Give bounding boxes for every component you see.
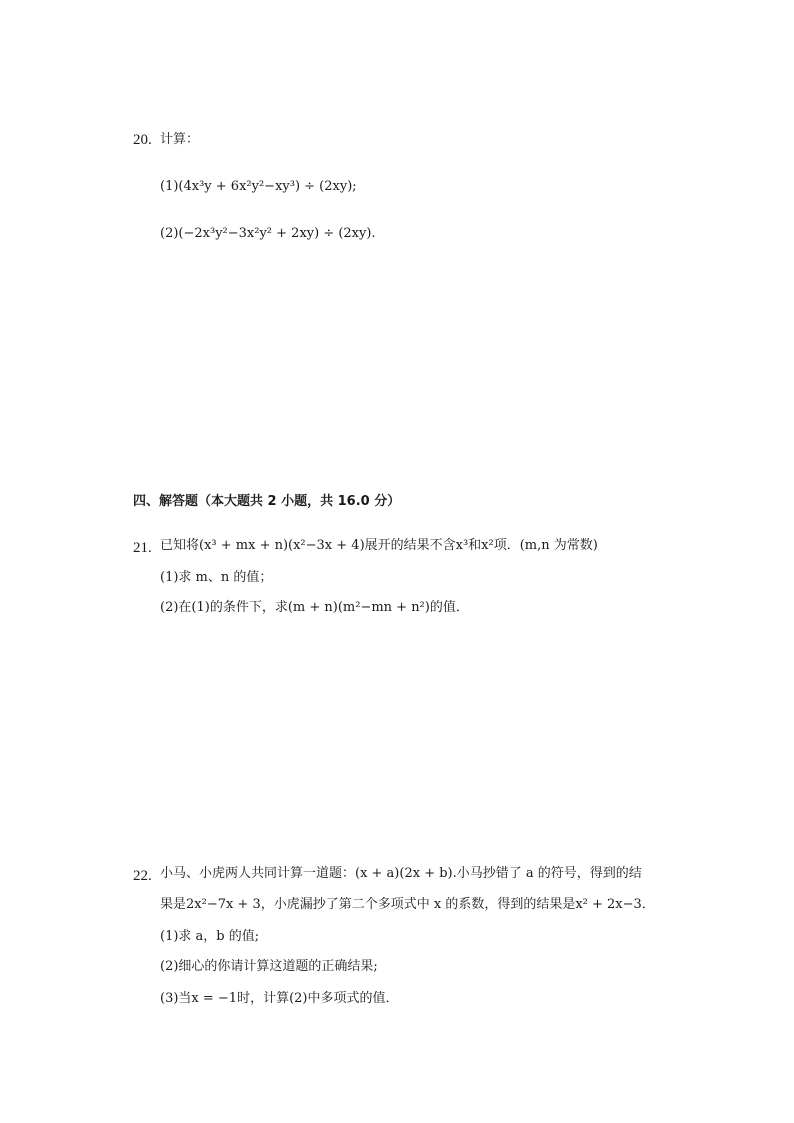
question-20-title: 计算： — [160, 132, 200, 147]
question-22-part-2: (2)细心的你请计算这道题的正确结果; — [160, 959, 378, 974]
question-22-part-3: (3)当x = −1时，计算(2)中多项式的值． — [160, 991, 399, 1006]
question-21-part-2: (2)在(1)的条件下，求(m + n)(m²−mn + n²)的值． — [160, 600, 469, 615]
question-21-part-1: (1)求 m、n 的值； — [160, 570, 273, 585]
section-4-title: 四、解答题（本大题共 2 小题，共 16.0 分） — [133, 494, 401, 509]
question-20-part-1: (1)(4x³y + 6x²y²−xy³) ÷ (2xy); — [160, 179, 357, 194]
question-22-number: 22. — [133, 868, 152, 884]
question-21-number: 21. — [133, 540, 152, 556]
question-22-stem-line-1: 小马、小虎两人共同计算一道题：(x + a)(2x + b).小马抄错了 a 的符号，得到的结 — [160, 866, 642, 881]
question-20-part-2: (2)(−2x³y²−3x²y² + 2xy) ÷ (2xy). — [160, 226, 376, 241]
question-21-stem: 已知将(x³ + mx + n)(x²−3x + 4)展开的结果不含x³和x²项．(m,n 为常数) — [160, 538, 598, 553]
question-22-stem-line-2: 果是2x²−7x + 3，小虎漏抄了第二个多项式中 x 的系数，得到的结果是x² + 2x−3． — [160, 897, 655, 912]
question-20-number: 20. — [133, 132, 152, 148]
question-22-part-1: (1)求 a，b 的值; — [160, 929, 260, 944]
